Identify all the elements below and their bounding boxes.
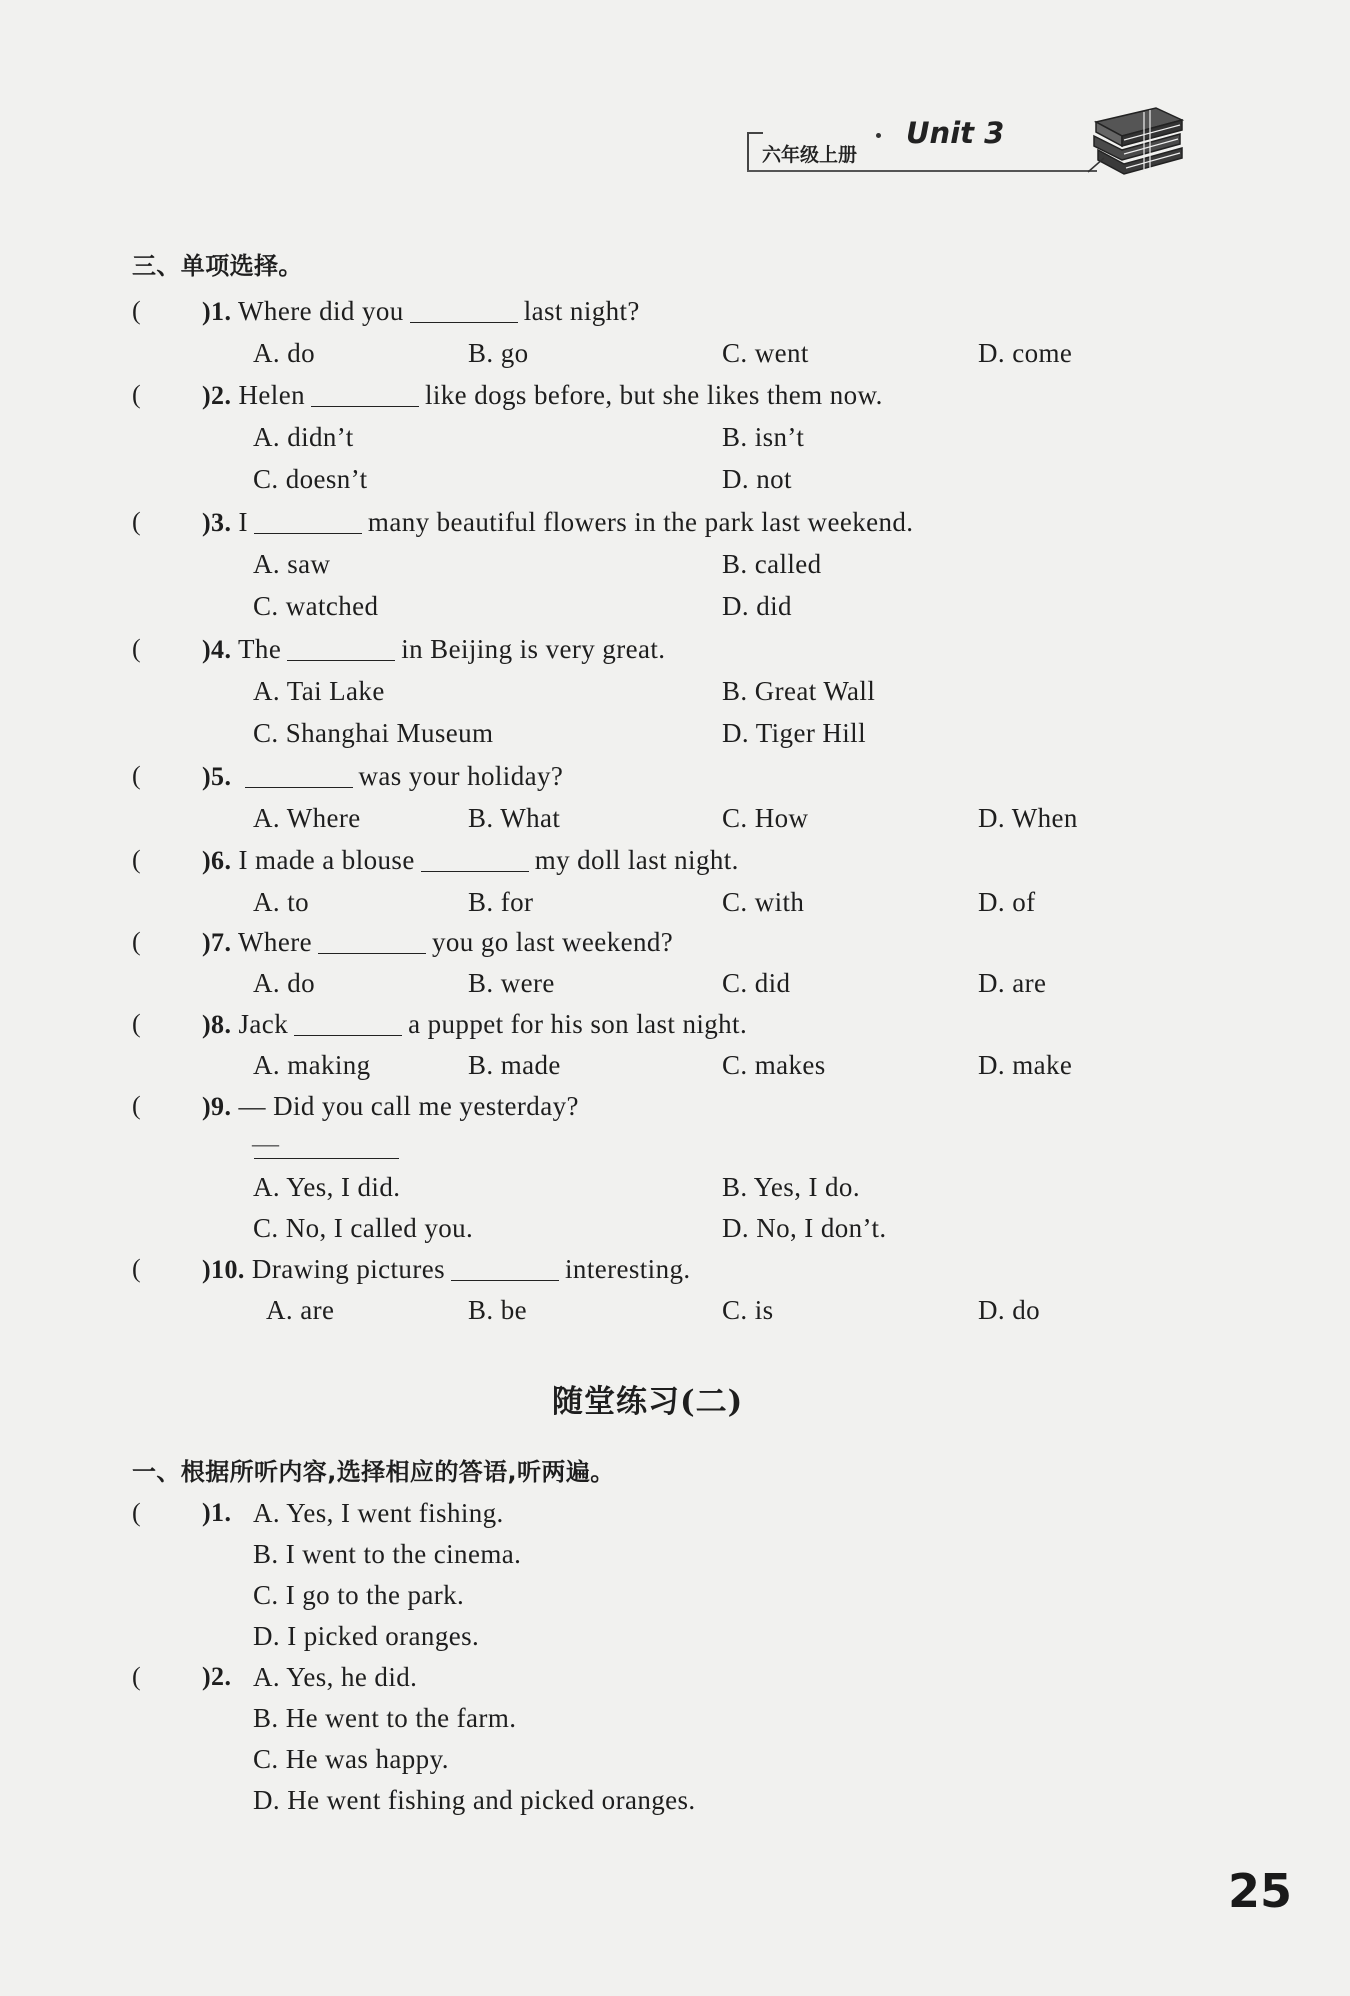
question-text: Helen xyxy=(238,380,305,410)
answer-paren-q8: ( xyxy=(132,1009,142,1038)
answer-paren-l2: ( xyxy=(132,1662,142,1691)
answer-paren-q1: ( xyxy=(132,296,142,325)
question-number: )4. xyxy=(202,635,232,664)
answer-paren-q3: ( xyxy=(132,507,142,536)
answer-blank[interactable] xyxy=(451,1279,559,1281)
option-d[interactable]: D. No, I don’t. xyxy=(722,1213,887,1243)
answer-paren-q10: ( xyxy=(132,1254,142,1283)
question-number: )1. xyxy=(202,1498,232,1527)
answer-blank[interactable] xyxy=(245,786,353,788)
answer-blank[interactable] xyxy=(254,532,362,534)
option-c[interactable]: C. How xyxy=(722,803,809,833)
question-text: Jack xyxy=(238,1009,289,1039)
option-b[interactable]: B. Great Wall xyxy=(722,676,876,706)
question-text: was your holiday? xyxy=(358,761,564,791)
listening-section-title: 一、根据所听内容,选择相应的答语,听两遍。 xyxy=(132,1458,615,1486)
option-d[interactable]: D. make xyxy=(978,1050,1073,1080)
question-text: last night? xyxy=(523,296,640,326)
answer-paren-l1: ( xyxy=(132,1498,142,1527)
question-text: The xyxy=(238,634,282,664)
option-c[interactable]: C. I go to the park. xyxy=(253,1580,465,1610)
option-a[interactable]: A. Tai Lake xyxy=(253,676,385,706)
option-d[interactable]: D. do xyxy=(978,1295,1040,1325)
answer-paren-q2: ( xyxy=(132,380,142,409)
option-c[interactable]: C. Shanghai Museum xyxy=(253,718,494,748)
question-text: my doll last night. xyxy=(534,845,739,875)
question-number: )8. xyxy=(202,1010,232,1039)
question-7 xyxy=(202,929,673,956)
option-d[interactable]: D. When xyxy=(978,803,1078,833)
option-d[interactable]: D. did xyxy=(722,591,792,621)
header-rule xyxy=(747,170,1097,172)
answer-paren-q5: ( xyxy=(132,761,142,790)
option-a[interactable]: A. do xyxy=(253,968,315,998)
answer-blank[interactable] xyxy=(410,321,518,323)
header-bracket xyxy=(747,132,763,172)
question-8 xyxy=(202,1011,747,1038)
option-c[interactable]: C. No, I called you. xyxy=(253,1213,474,1243)
header-dot xyxy=(876,133,881,138)
option-b[interactable]: B. What xyxy=(468,803,561,833)
unit-title: Unit 3 xyxy=(906,116,1005,150)
option-a[interactable]: A. didn’t xyxy=(253,422,354,452)
question-3 xyxy=(202,509,913,536)
option-c[interactable]: C. He was happy. xyxy=(253,1744,449,1774)
page-number: 25 xyxy=(1228,1864,1293,1918)
option-c[interactable]: C. with xyxy=(722,887,805,917)
option-b[interactable]: B. were xyxy=(468,968,555,998)
answer-paren-q9: ( xyxy=(132,1091,142,1120)
option-a[interactable]: A. saw xyxy=(253,549,331,579)
answer-blank[interactable] xyxy=(294,1034,402,1036)
answer-paren-q7: ( xyxy=(132,927,142,956)
option-c[interactable]: C. did xyxy=(722,968,791,998)
question-text: like dogs before, but she likes them now. xyxy=(424,380,883,410)
question-text: you go last weekend? xyxy=(431,927,674,957)
option-b[interactable]: B. He went to the farm. xyxy=(253,1703,517,1733)
question-number: )10. xyxy=(202,1255,245,1284)
question-9 xyxy=(202,1093,579,1120)
option-b[interactable]: B. Yes, I do. xyxy=(722,1172,860,1202)
answer-blank[interactable] xyxy=(287,659,395,661)
question-number: )2. xyxy=(202,1662,232,1691)
option-a[interactable]: A. to xyxy=(253,887,309,917)
option-c[interactable]: C. is xyxy=(722,1295,774,1325)
question-number: )7. xyxy=(202,928,232,957)
books-icon xyxy=(1086,100,1186,180)
option-d[interactable]: D. Tiger Hill xyxy=(722,718,866,748)
question-1 xyxy=(202,298,640,325)
option-d[interactable]: D. not xyxy=(722,464,792,494)
question-6 xyxy=(202,847,739,874)
option-b[interactable]: B. called xyxy=(722,549,822,579)
question-text: Where did you xyxy=(238,296,404,326)
option-d[interactable]: D. are xyxy=(978,968,1047,998)
option-a[interactable]: A. are xyxy=(266,1295,335,1325)
question-number: )1. xyxy=(202,297,232,326)
question-text: — Did you call me yesterday? xyxy=(238,1091,579,1121)
option-a[interactable]: A. Yes, he did. xyxy=(253,1662,418,1692)
section3-title: 三、单项选择。 xyxy=(132,252,303,280)
question-5 xyxy=(202,763,563,790)
question-number: )6. xyxy=(202,846,232,875)
grade-label: 六年级上册 xyxy=(762,144,858,166)
question-text: interesting. xyxy=(565,1254,691,1284)
question-2 xyxy=(202,382,883,409)
question-text: many beautiful flowers in the park last weekend. xyxy=(367,507,914,537)
question-10 xyxy=(202,1256,691,1283)
question-text: I xyxy=(238,507,248,537)
question-number: )2. xyxy=(202,381,232,410)
option-d[interactable]: D. come xyxy=(978,338,1073,368)
practice-title: 随堂练习(二) xyxy=(552,1384,744,1420)
answer-blank[interactable] xyxy=(311,405,419,407)
option-b[interactable]: B. go xyxy=(468,338,529,368)
question-text: I made a blouse xyxy=(238,845,415,875)
answer-blank[interactable] xyxy=(318,952,426,954)
option-d[interactable]: D. He went fishing and picked oranges. xyxy=(253,1785,696,1815)
question-number: )9. xyxy=(202,1092,232,1121)
option-d[interactable]: D. of xyxy=(978,887,1036,917)
option-b[interactable]: B. made xyxy=(468,1050,561,1080)
question-number: )3. xyxy=(202,508,232,537)
question-text: Drawing pictures xyxy=(251,1254,446,1284)
option-b[interactable]: B. I went to the cinema. xyxy=(253,1539,522,1569)
option-a[interactable]: A. Yes, I did. xyxy=(253,1172,401,1202)
option-a[interactable]: A. Where xyxy=(253,803,361,833)
answer-blank[interactable] xyxy=(421,870,529,872)
option-c[interactable]: C. makes xyxy=(722,1050,826,1080)
question-text: a puppet for his son last night. xyxy=(408,1009,748,1039)
option-c[interactable]: C. went xyxy=(722,338,809,368)
option-b[interactable]: B. be xyxy=(468,1295,527,1325)
answer-blank[interactable] xyxy=(254,1158,399,1159)
question-text: Where xyxy=(238,927,312,957)
question-text: in Beijing is very great. xyxy=(401,634,666,664)
option-c[interactable]: C. doesn’t xyxy=(253,464,368,494)
option-d[interactable]: D. I picked oranges. xyxy=(253,1621,480,1651)
question-number: )5. xyxy=(202,762,232,791)
option-c[interactable]: C. watched xyxy=(253,591,379,621)
question-4 xyxy=(202,636,665,663)
option-a[interactable]: A. do xyxy=(253,338,315,368)
option-a[interactable]: A. Yes, I went fishing. xyxy=(253,1498,504,1528)
option-b[interactable]: B. isn’t xyxy=(722,422,805,452)
option-b[interactable]: B. for xyxy=(468,887,534,917)
answer-paren-q6: ( xyxy=(132,845,142,874)
answer-paren-q4: ( xyxy=(132,634,142,663)
option-a[interactable]: A. making xyxy=(253,1050,371,1080)
reply-dash: — xyxy=(252,1128,280,1158)
